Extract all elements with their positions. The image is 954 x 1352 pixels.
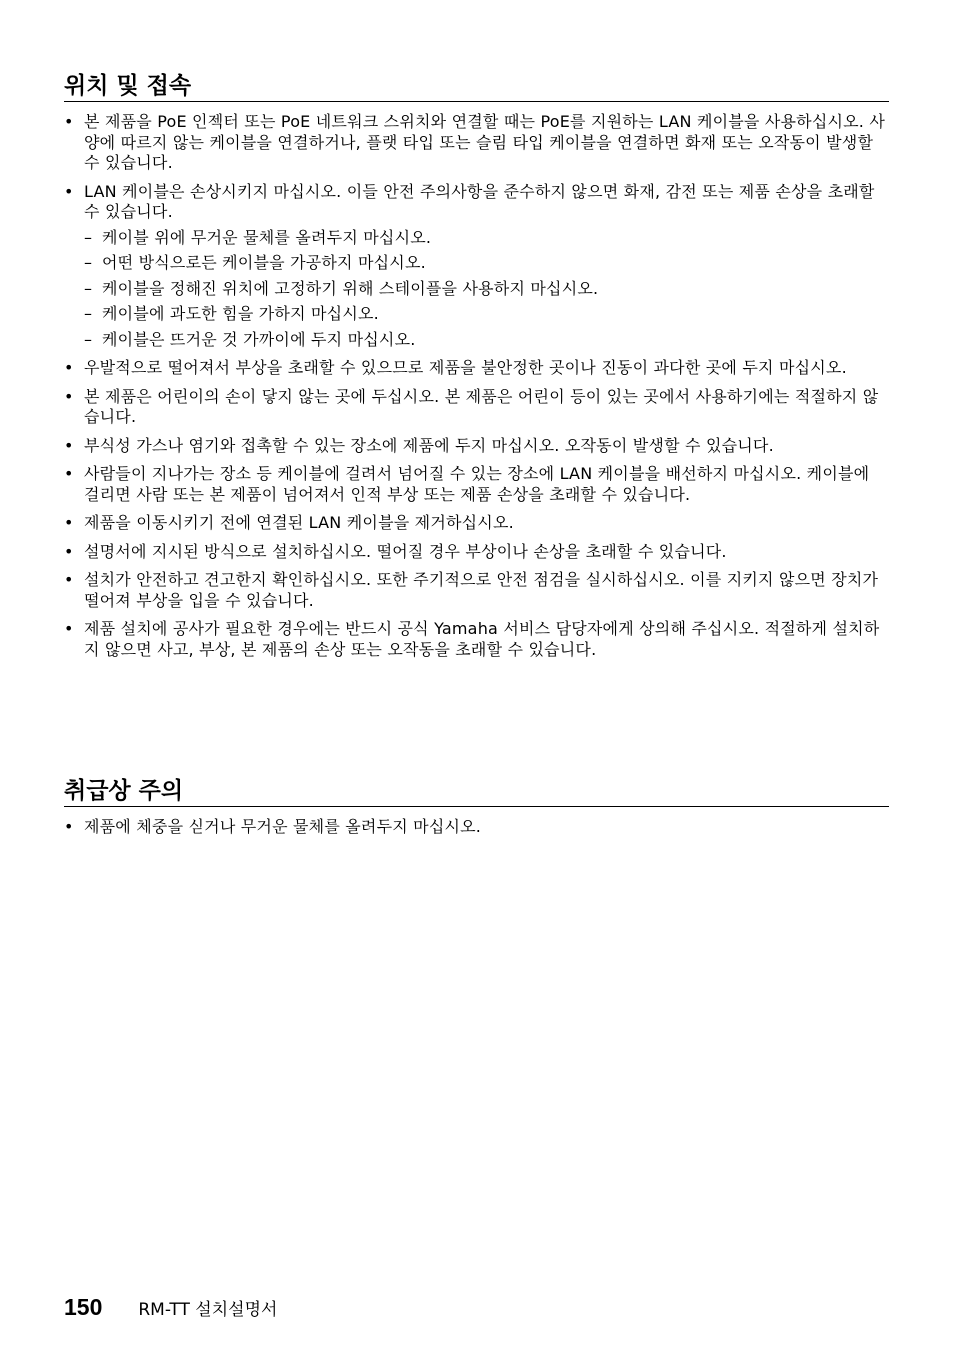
sub-list-item <box>84 228 889 249</box>
list-item <box>64 358 889 379</box>
sub-list-item <box>84 330 889 351</box>
dash-icon: – <box>84 278 93 298</box>
list-item <box>64 570 889 611</box>
sub-item-text: 케이블에 과도한 힘을 가하지 마십시오. <box>102 304 379 323</box>
sub-list-item <box>84 279 889 300</box>
item-text: 제품에 체중을 싣거나 무거운 물체를 올려두지 마십시오. <box>84 817 482 836</box>
list-item <box>64 112 889 174</box>
dash-icon: – <box>84 304 93 323</box>
sub-item-text: 케이블을 정해진 위치에 고정하기 위해 스테이플을 사용하지 마십시오. <box>102 278 599 298</box>
bullet-icon: • <box>64 386 74 406</box>
sub-item-text: 케이블은 뜨거운 것 가까이에 두지 마십시오. <box>102 329 416 349</box>
list-item <box>64 542 889 563</box>
item-text: 부식성 가스나 염기와 접촉할 수 있는 장소에 제품에 두지 마십시오. 오작동이 발생할 수 있습니다. <box>84 435 774 455</box>
bullet-icon: • <box>64 358 74 377</box>
list-item <box>64 619 889 660</box>
dash-icon: – <box>84 329 93 349</box>
item-text: 제품 설치에 공사가 필요한 경우에는 반드시 공식 Yamaha 서비스 담당자에게 상의해 주십시오. 적절하게 설치하지 않으면 사고, 부상, 본 제품의 손상 또는 오작동을 초래할 수 있습니다. <box>84 619 880 659</box>
document-name: RM-TT 설치설명서 <box>138 1300 278 1320</box>
sub-list-item <box>84 253 889 274</box>
item-text: 설치가 안전하고 견고한지 확인하십시오. 또한 주기적으로 안전 점검을 실시하십시오. 이를 지키지 않으면 장치가 떨어져 부상을 입을 수 있습니다. <box>84 570 879 610</box>
section-handling-caution <box>64 777 889 846</box>
page-number: 150 <box>64 1294 103 1320</box>
item-text: LAN 케이블은 손상시키지 마십시오. 이들 안전 주의사항을 준수하지 않으면 화재, 감전 또는 제품 손상을 초래할 수 있습니다. <box>84 181 875 221</box>
item-text: 본 제품은 어린이의 손이 닿지 않는 곳에 두십시오. 본 제품은 어린이 등이 있는 곳에서 사용하기에는 적절하지 않습니다. <box>84 386 879 426</box>
item-text: 우발적으로 떨어져서 부상을 초래할 수 있으므로 제품을 불안정한 곳이나 진동이 과다한 곳에 두지 마십시오. <box>84 358 847 377</box>
sub-list <box>84 228 889 351</box>
bullet-icon: • <box>64 619 74 638</box>
bullet-icon: • <box>64 513 74 532</box>
item-text: 설명서에 지시된 방식으로 설치하십시오. 떨어질 경우 부상이나 손상을 초래할 수 있습니다. <box>84 541 727 561</box>
bullet-icon: • <box>64 181 74 201</box>
list-item <box>64 513 889 534</box>
bullet-icon: • <box>64 817 74 836</box>
list-item <box>64 387 889 428</box>
sub-list-item <box>84 304 889 325</box>
list-item <box>64 817 889 838</box>
bullet-icon: • <box>64 570 74 589</box>
sub-item-text: 어떤 방식으로든 케이블을 가공하지 마십시오. <box>102 253 426 272</box>
list-item <box>64 182 889 351</box>
bullet-list <box>64 817 889 838</box>
bullet-list <box>64 112 889 660</box>
bullet-icon: • <box>64 435 74 455</box>
section-title: 위치 및 접속 <box>64 72 889 102</box>
section-title: 취급상 주의 <box>64 777 889 807</box>
item-text: 사람들이 지나가는 장소 등 케이블에 걸려서 넘어질 수 있는 장소에 LAN 케이블을 배선하지 마십시오. 케이블에 걸리면 사람 또는 본 제품이 넘어져서 인적 부상 또는 제품 손상을 초래할 수 있습니다. <box>84 464 870 504</box>
bullet-icon: • <box>64 541 74 561</box>
page-footer <box>64 1294 277 1321</box>
item-text: 본 제품을 PoE 인젝터 또는 PoE 네트워크 스위치와 연결할 때는 PoE를 지원하는 LAN 케이블을 사용하십시오. 사양에 따르지 않는 케이블을 연결하거나, 플랫 타입 또는 슬림 타입 케이블을 연결하면 화재 또는 오작동이 발생할 수 있습니다. <box>84 112 886 172</box>
list-item <box>64 436 889 457</box>
item-text: 제품을 이동시키기 전에 연결된 LAN 케이블을 제거하십시오. <box>84 513 514 532</box>
sub-item-text: 케이블 위에 무거운 물체를 올려두지 마십시오. <box>102 227 432 247</box>
section-placement-connection <box>64 72 889 668</box>
bullet-icon: • <box>64 112 74 131</box>
dash-icon: – <box>84 253 93 272</box>
list-item <box>64 464 889 505</box>
bullet-icon: • <box>64 464 74 483</box>
dash-icon: – <box>84 227 93 247</box>
